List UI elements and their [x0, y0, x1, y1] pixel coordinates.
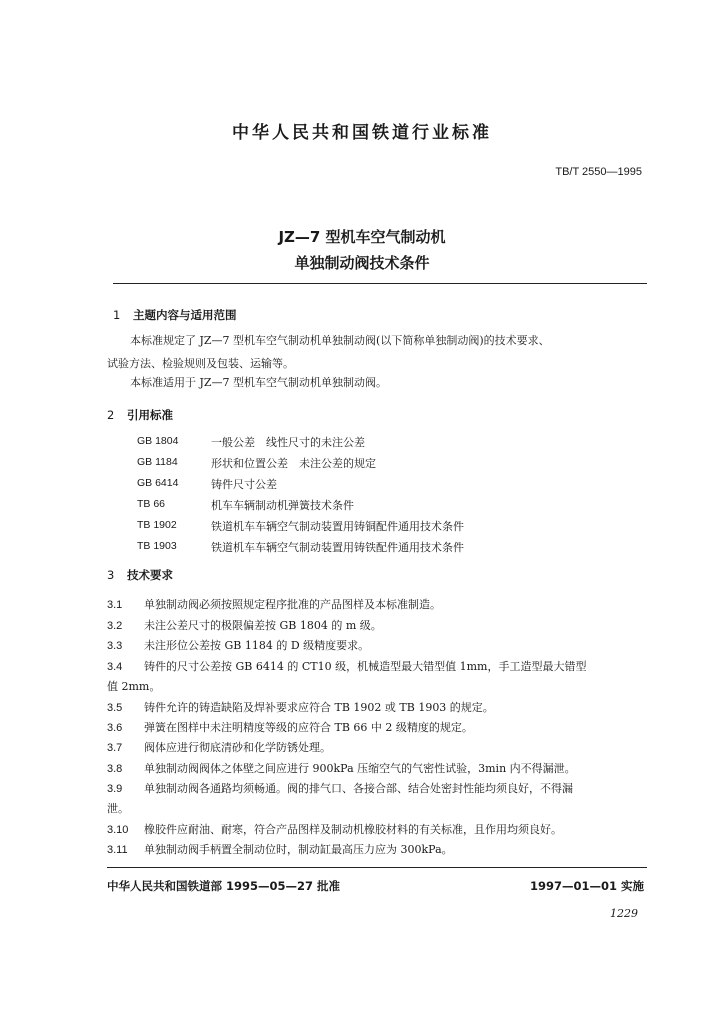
item-continuation: 泄。	[107, 802, 129, 815]
item-number: 3.7	[107, 742, 123, 754]
item-text: 单独制动阀手柄置全制动位时，制动缸最高压力应为 300kPa。	[144, 843, 453, 856]
section-1-para1-line2: 试验方法、检验规则及包装、运输等。	[107, 357, 294, 370]
section-2-number: 2	[107, 408, 115, 422]
ref-title: 一般公差 线性尺寸的未注公差	[211, 436, 365, 449]
item-text: 未注形位公差按 GB 1184 的 D 级精度要求。	[144, 639, 370, 652]
requirement-item	[107, 658, 647, 674]
item-number: 3.11	[107, 844, 128, 856]
item-text: 单独制动阀阀体之体壁之间应进行 900kPa 压缩空气的气密性试验，3min 内不得漏泄。	[144, 762, 576, 775]
approval-line: 中华人民共和国铁道部 1995—05—27 批准	[107, 879, 341, 893]
item-text: 单独制动阀各通路均须畅通。阀的排气口、各接合部、结合处密封性能均须良好，不得漏	[144, 782, 573, 795]
standard-header-title: 中华人民共和国铁道行业标准	[232, 123, 492, 143]
section-1-heading	[113, 307, 237, 323]
item-text: 橡胶件应耐油、耐寒，符合产品图样及制动机橡胶材料的有关标准，且作用均须良好。	[144, 823, 562, 836]
requirement-item	[107, 760, 647, 776]
ref-title: 铁道机车车辆空气制动装置用铸铜配件通用技术条件	[211, 520, 464, 533]
document-title-line1: JZ—7 型机车空气制动机	[278, 228, 446, 246]
ref-title: 形状和位置公差 未注公差的规定	[211, 457, 376, 470]
section-1-para1-line1: 本标准规定了 JZ—7 型机车空气制动机单独制动阀(以下简称单独制动阀)的技术要求、	[130, 334, 550, 347]
section-1-para2: 本标准适用于 JZ—7 型机车空气制动机单独制动阀。	[130, 376, 388, 389]
section-1-title: 主题内容与适用范围	[133, 308, 237, 322]
implementation-date: 1997—01—01 实施	[529, 879, 644, 893]
ref-code: GB 1804	[137, 435, 179, 447]
item-text: 铸件允许的铸造缺陷及焊补要求应符合 TB 1902 或 TB 1903 的规定。	[144, 701, 494, 714]
ref-code: TB 66	[137, 498, 166, 510]
document-title-line2: 单独制动阀技术条件	[294, 254, 430, 272]
requirement-item	[107, 596, 647, 612]
item-text: 单独制动阀必须按照规定程序批准的产品图样及本标准制造。	[144, 598, 441, 611]
requirement-item	[107, 699, 647, 715]
page-number: 1229	[610, 907, 638, 920]
item-text: 弹簧在图样中未注明精度等级的应符合 TB 66 中 2 级精度的规定。	[144, 721, 473, 734]
requirement-item	[107, 719, 647, 735]
title-divider	[113, 283, 647, 284]
ref-code: GB 6414	[137, 477, 179, 489]
footer-divider	[107, 867, 647, 868]
ref-code: TB 1902	[137, 519, 177, 531]
ref-code: TB 1903	[137, 540, 177, 552]
item-number: 3.1	[107, 599, 123, 611]
item-number: 3.8	[107, 763, 123, 775]
item-number: 3.5	[107, 702, 123, 714]
ref-code: GB 1184	[137, 456, 178, 468]
item-text: 铸件的尺寸公差按 GB 6414 的 CT10 级，机械造型最大错型值 1mm，手工造型最大错型	[144, 660, 587, 673]
section-1-number: 1	[113, 308, 121, 322]
ref-title: 铁道机车车辆空气制动装置用铸铁配件通用技术条件	[211, 541, 464, 554]
item-number: 3.6	[107, 722, 123, 734]
section-3-number: 3	[107, 568, 115, 582]
requirement-item	[107, 841, 647, 857]
requirement-item	[107, 637, 647, 653]
item-number: 3.9	[107, 783, 123, 795]
section-3-heading	[107, 567, 173, 583]
section-2-heading	[107, 407, 173, 423]
section-3-title: 技术要求	[127, 568, 173, 582]
section-2-title: 引用标准	[127, 408, 173, 422]
standard-number: TB/T 2550—1995	[555, 166, 642, 178]
ref-title: 机车车辆制动机弹簧技术条件	[211, 499, 354, 512]
item-text: 未注公差尺寸的极限偏差按 GB 1804 的 m 级。	[144, 619, 382, 632]
requirement-item	[107, 821, 647, 837]
requirement-item	[107, 739, 647, 755]
item-continuation: 值 2mm。	[107, 680, 161, 693]
item-number: 3.10	[107, 824, 129, 836]
item-number: 3.4	[107, 661, 123, 673]
item-text: 阀体应进行彻底清砂和化学防锈处理。	[144, 741, 331, 754]
item-number: 3.2	[107, 620, 123, 632]
item-number: 3.3	[107, 640, 123, 652]
requirement-item	[107, 780, 647, 796]
requirement-item	[107, 617, 647, 633]
ref-title: 铸件尺寸公差	[211, 478, 277, 491]
